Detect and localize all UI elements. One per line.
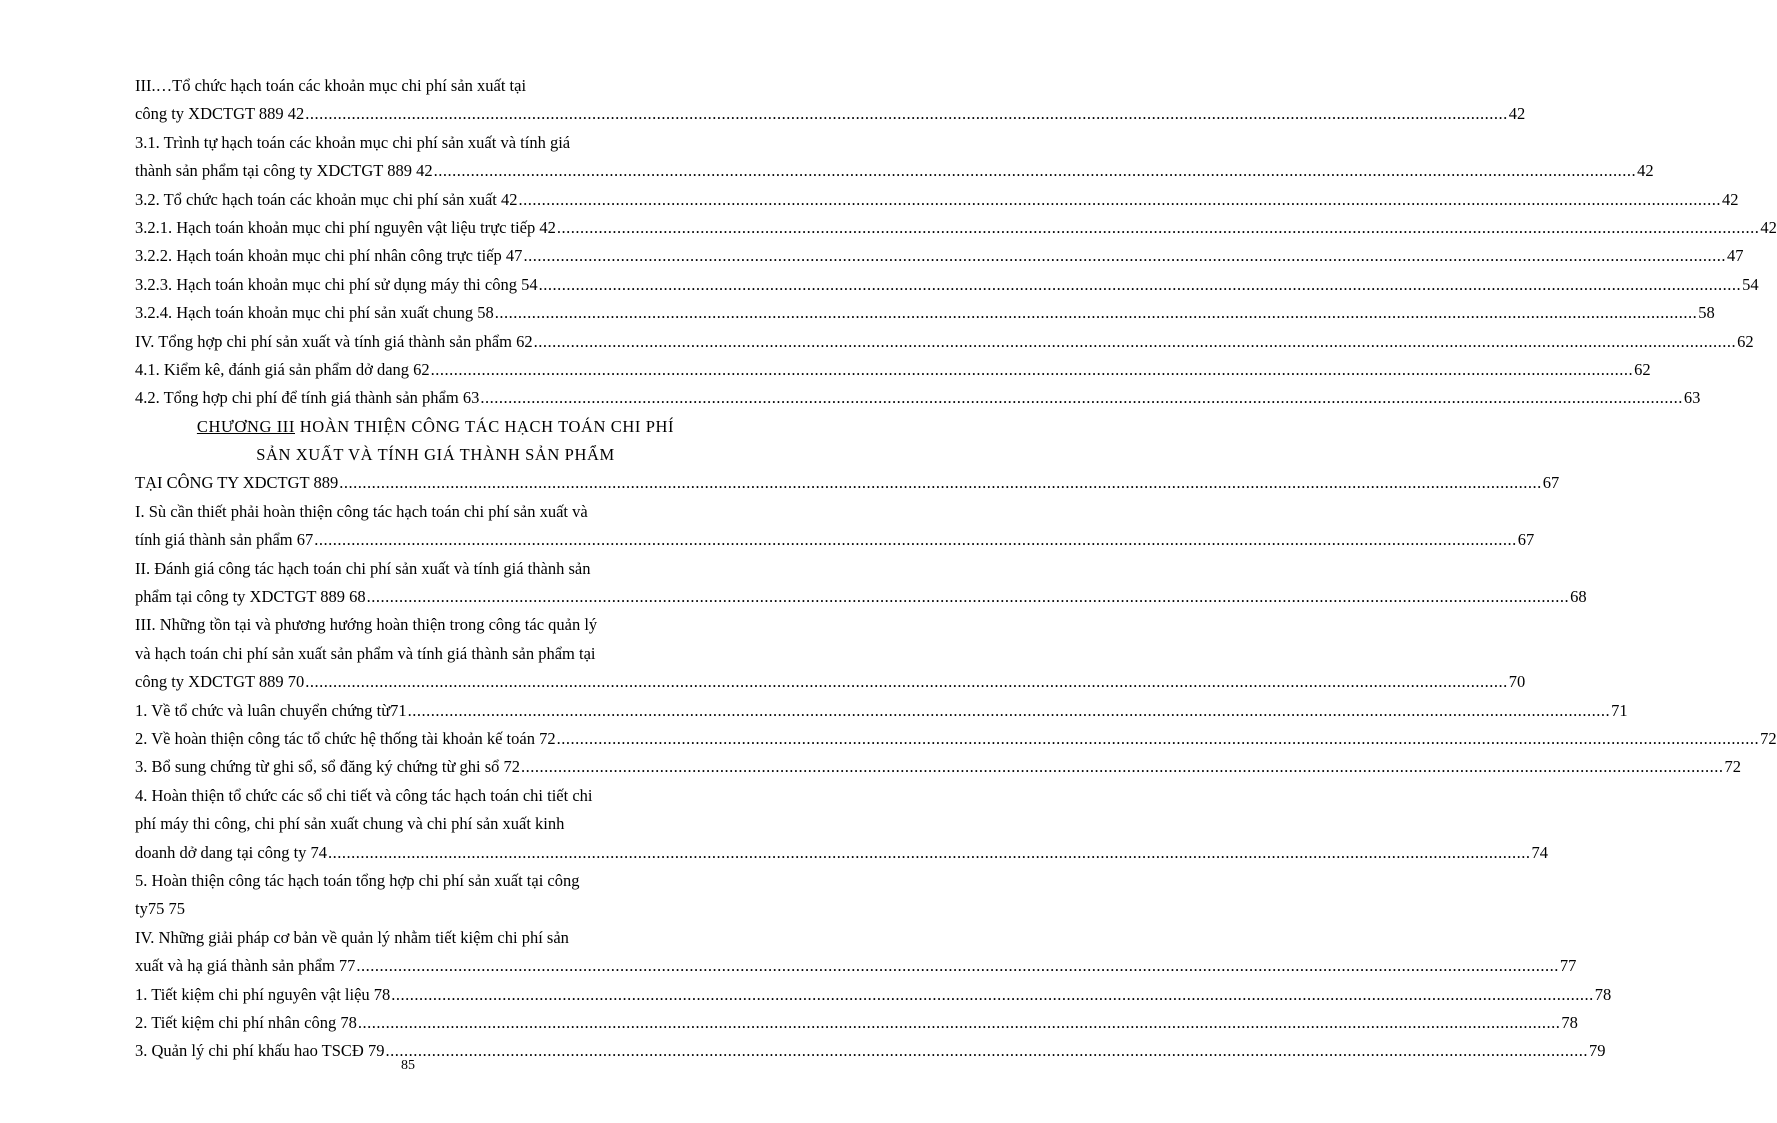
toc-entry	[135, 583, 1587, 611]
toc-entry	[135, 299, 1715, 327]
toc-entry-title: IV. Tổng hợp chi phí sản xuất và tính giá thành sản phẩm 62	[135, 331, 533, 351]
dot-leader: ....................................................................................................................................................................................................................................................................	[356, 956, 1559, 976]
toc-entry-page: 72	[1760, 728, 1777, 748]
toc-entry-page: 62	[1634, 359, 1651, 379]
dot-leader: ....................................................................................................................................................................................................................................................................	[433, 161, 1637, 181]
toc-entry	[135, 356, 1651, 384]
toc-entry	[135, 952, 1577, 980]
dot-leader: ....................................................................................................................................................................................................................................................................	[328, 842, 1531, 862]
toc-entry-title: doanh dở dang tại công ty 74	[135, 842, 328, 862]
dot-leader: ....................................................................................................................................................................................................................................................................	[339, 473, 1542, 493]
toc-entry-page: 62	[1737, 331, 1754, 351]
dot-leader: ....................................................................................................................................................................................................................................................................	[430, 359, 1634, 379]
toc-entry-title: 3. Quản lý chi phí khấu hao TSCĐ 79	[135, 1041, 385, 1061]
toc-entry	[135, 697, 1628, 725]
toc-entry	[135, 668, 1526, 696]
dot-leader: ....................................................................................................................................................................................................................................................................	[305, 672, 1508, 692]
toc-entry	[135, 157, 1654, 185]
chapter-heading	[135, 413, 736, 441]
toc-entry-line: 5. Hoàn thiện công tác hạch toán tổng hợp chi phí sản xuất tại công	[135, 870, 580, 890]
toc-entry	[135, 186, 1739, 214]
toc-entry-page: 78	[1594, 984, 1612, 1004]
toc-entry-line: 3.1. Trình tự hạch toán các khoản mục chi phí sản xuất và tính giá	[135, 132, 571, 152]
dot-leader: ....................................................................................................................................................................................................................................................................	[518, 189, 1722, 209]
toc-entry-page: 71	[1611, 700, 1628, 720]
toc-entry	[135, 839, 1549, 867]
toc-entry-line: III. Những tồn tại và phương hướng hoàn thiện trong công tác quản lý	[135, 615, 598, 635]
toc-entry-title: 4.2. Tổng hợp chi phí để tính giá thành sản phẩm 63	[135, 388, 480, 408]
toc-entry	[135, 271, 1759, 299]
chapter-label: CHƯƠNG III	[196, 416, 295, 436]
toc-entry-title: 3.2. Tổ chức hạch toán các khoản mục chi phí sản xuất 42	[135, 189, 518, 209]
toc-entry-page: 78	[1561, 1012, 1578, 1032]
toc-entry-title: 3. Bổ sung chứng từ ghi sổ, sổ đăng ký chứng từ ghi sổ 72	[135, 757, 521, 777]
toc-entry	[135, 1009, 1578, 1037]
toc-entry-page: 42	[1760, 217, 1777, 237]
toc-entry-page: 68	[1570, 587, 1587, 607]
toc-entry-page: 54	[1742, 274, 1759, 294]
toc-entry-title: công ty XDCTGT 889 70	[135, 672, 305, 692]
dot-leader: ....................................................................................................................................................................................................................................................................	[366, 587, 1570, 607]
toc-entry-line: II. Đánh giá công tác hạch toán chi phí sản xuất và tính giá thành sản	[135, 558, 591, 578]
toc-entry-page: 67	[1517, 530, 1535, 550]
toc-entry-line: I. Sù cần thiết phải hoàn thiện công tác hạch toán chi phí sản xuất và	[135, 501, 588, 521]
dot-leader: ....................................................................................................................................................................................................................................................................	[385, 1041, 1588, 1061]
dot-leader: ....................................................................................................................................................................................................................................................................	[391, 984, 1594, 1004]
toc-entry	[135, 214, 1777, 242]
toc-entry-page: 58	[1698, 303, 1715, 323]
toc-entry-line: và hạch toán chi phí sản xuất sản phẩm và tính giá thành sản phẩm tại	[135, 643, 596, 663]
toc-entry-title: 4.1. Kiểm kê, đánh giá sản phẩm dở dang 62	[135, 359, 430, 379]
toc-entry-title: 3.2.2. Hạch toán khoản mục chi phí nhân công trực tiếp 47	[135, 246, 523, 266]
toc-entry-page: 79	[1588, 1041, 1606, 1061]
toc-entry-title: phẩm tại công ty XDCTGT 889 68	[135, 587, 366, 607]
toc-entry	[135, 725, 1777, 753]
toc-entry-line: phí máy thi công, chi phí sản xuất chung và chi phí sản xuất kinh	[135, 814, 565, 834]
toc-entry-page: 70	[1508, 672, 1526, 692]
toc-entry-page: 63	[1683, 388, 1701, 408]
toc-entry-page: 42	[1637, 161, 1654, 181]
dot-leader: ....................................................................................................................................................................................................................................................................	[521, 757, 1724, 777]
toc-entry-page: 72	[1724, 757, 1742, 777]
dot-leader: ....................................................................................................................................................................................................................................................................	[480, 388, 1683, 408]
dot-leader: ....................................................................................................................................................................................................................................................................	[314, 530, 1517, 550]
page-number: 85	[401, 1058, 415, 1073]
toc-entry-title: 3.2.1. Hạch toán khoản mục chi phí nguyên vật liệu trực tiếp 42	[135, 217, 556, 237]
toc-entry-page: 42	[1508, 104, 1526, 124]
toc-entry-title: TẠI CÔNG TY XDCTGT 889	[135, 473, 339, 493]
toc-entry-title: xuất và hạ giá thành sản phẩm 77	[135, 956, 356, 976]
toc-entry	[135, 469, 1560, 497]
dot-leader: ....................................................................................................................................................................................................................................................................	[305, 104, 1508, 124]
dot-leader: ....................................................................................................................................................................................................................................................................	[407, 700, 1611, 720]
toc-entry	[135, 328, 1754, 356]
chapter-title-continued: SẢN XUẤT VÀ TÍNH GIÁ THÀNH SẢN PHẨM	[256, 445, 615, 465]
toc-entry	[135, 753, 1742, 781]
toc-entry-page: 74	[1531, 842, 1549, 862]
toc-entry-title: 1. Tiết kiệm chi phí nguyên vật liệu 78	[135, 984, 391, 1004]
toc-entry-title: 1. Về tổ chức và luân chuyển chứng từ71	[135, 700, 407, 720]
dot-leader: ....................................................................................................................................................................................................................................................................	[533, 331, 1737, 351]
toc-entry-title: thành sản phẩm tại công ty XDCTGT 889 42	[135, 161, 433, 181]
toc-entry-page: 77	[1559, 956, 1577, 976]
table-of-contents	[135, 72, 1777, 1066]
toc-entry-title: 3.2.4. Hạch toán khoản mục chi phí sản xuất chung 58	[135, 303, 494, 323]
toc-entry	[135, 526, 1535, 554]
toc-entry-line: III.…Tổ chức hạch toán các khoản mục chi phí sản xuất tại	[135, 76, 527, 95]
toc-entry-page: 47	[1726, 246, 1744, 266]
toc-entry-page: 67	[1542, 473, 1560, 493]
toc-entry-title: 3.2.3. Hạch toán khoản mục chi phí sử dụng máy thi công 54	[135, 274, 538, 294]
dot-leader: ....................................................................................................................................................................................................................................................................	[556, 728, 1760, 748]
toc-entry-line: IV. Những giải pháp cơ bản về quản lý nhằm tiết kiệm chi phí sản	[135, 927, 569, 947]
dot-leader: ....................................................................................................................................................................................................................................................................	[357, 1012, 1561, 1032]
toc-entry	[135, 100, 1526, 128]
toc-entry-line: ty75 75	[135, 899, 185, 919]
toc-entry	[135, 981, 1612, 1009]
toc-entry-title: công ty XDCTGT 889 42	[135, 104, 305, 124]
toc-entry-title: tính giá thành sản phẩm 67	[135, 530, 314, 550]
toc-entry-line: 4. Hoàn thiện tổ chức các sổ chi tiết và công tác hạch toán chi tiết chi	[135, 785, 593, 805]
toc-entry-title: 2. Về hoàn thiện công tác tổ chức hệ thống tài khoản kế toán 72	[135, 728, 556, 748]
toc-entry-page: 42	[1722, 189, 1739, 209]
toc-entry-title: 2. Tiết kiệm chi phí nhân công 78	[135, 1012, 357, 1032]
toc-entry	[135, 242, 1744, 270]
toc-entry	[135, 384, 1701, 412]
dot-leader: ....................................................................................................................................................................................................................................................................	[538, 274, 1742, 294]
dot-leader: ....................................................................................................................................................................................................................................................................	[494, 303, 1698, 323]
chapter-title: HOÀN THIỆN CÔNG TÁC HẠCH TOÁN CHI PHÍ	[295, 416, 675, 436]
dot-leader: ....................................................................................................................................................................................................................................................................	[523, 246, 1726, 266]
dot-leader: ....................................................................................................................................................................................................................................................................	[556, 217, 1760, 237]
